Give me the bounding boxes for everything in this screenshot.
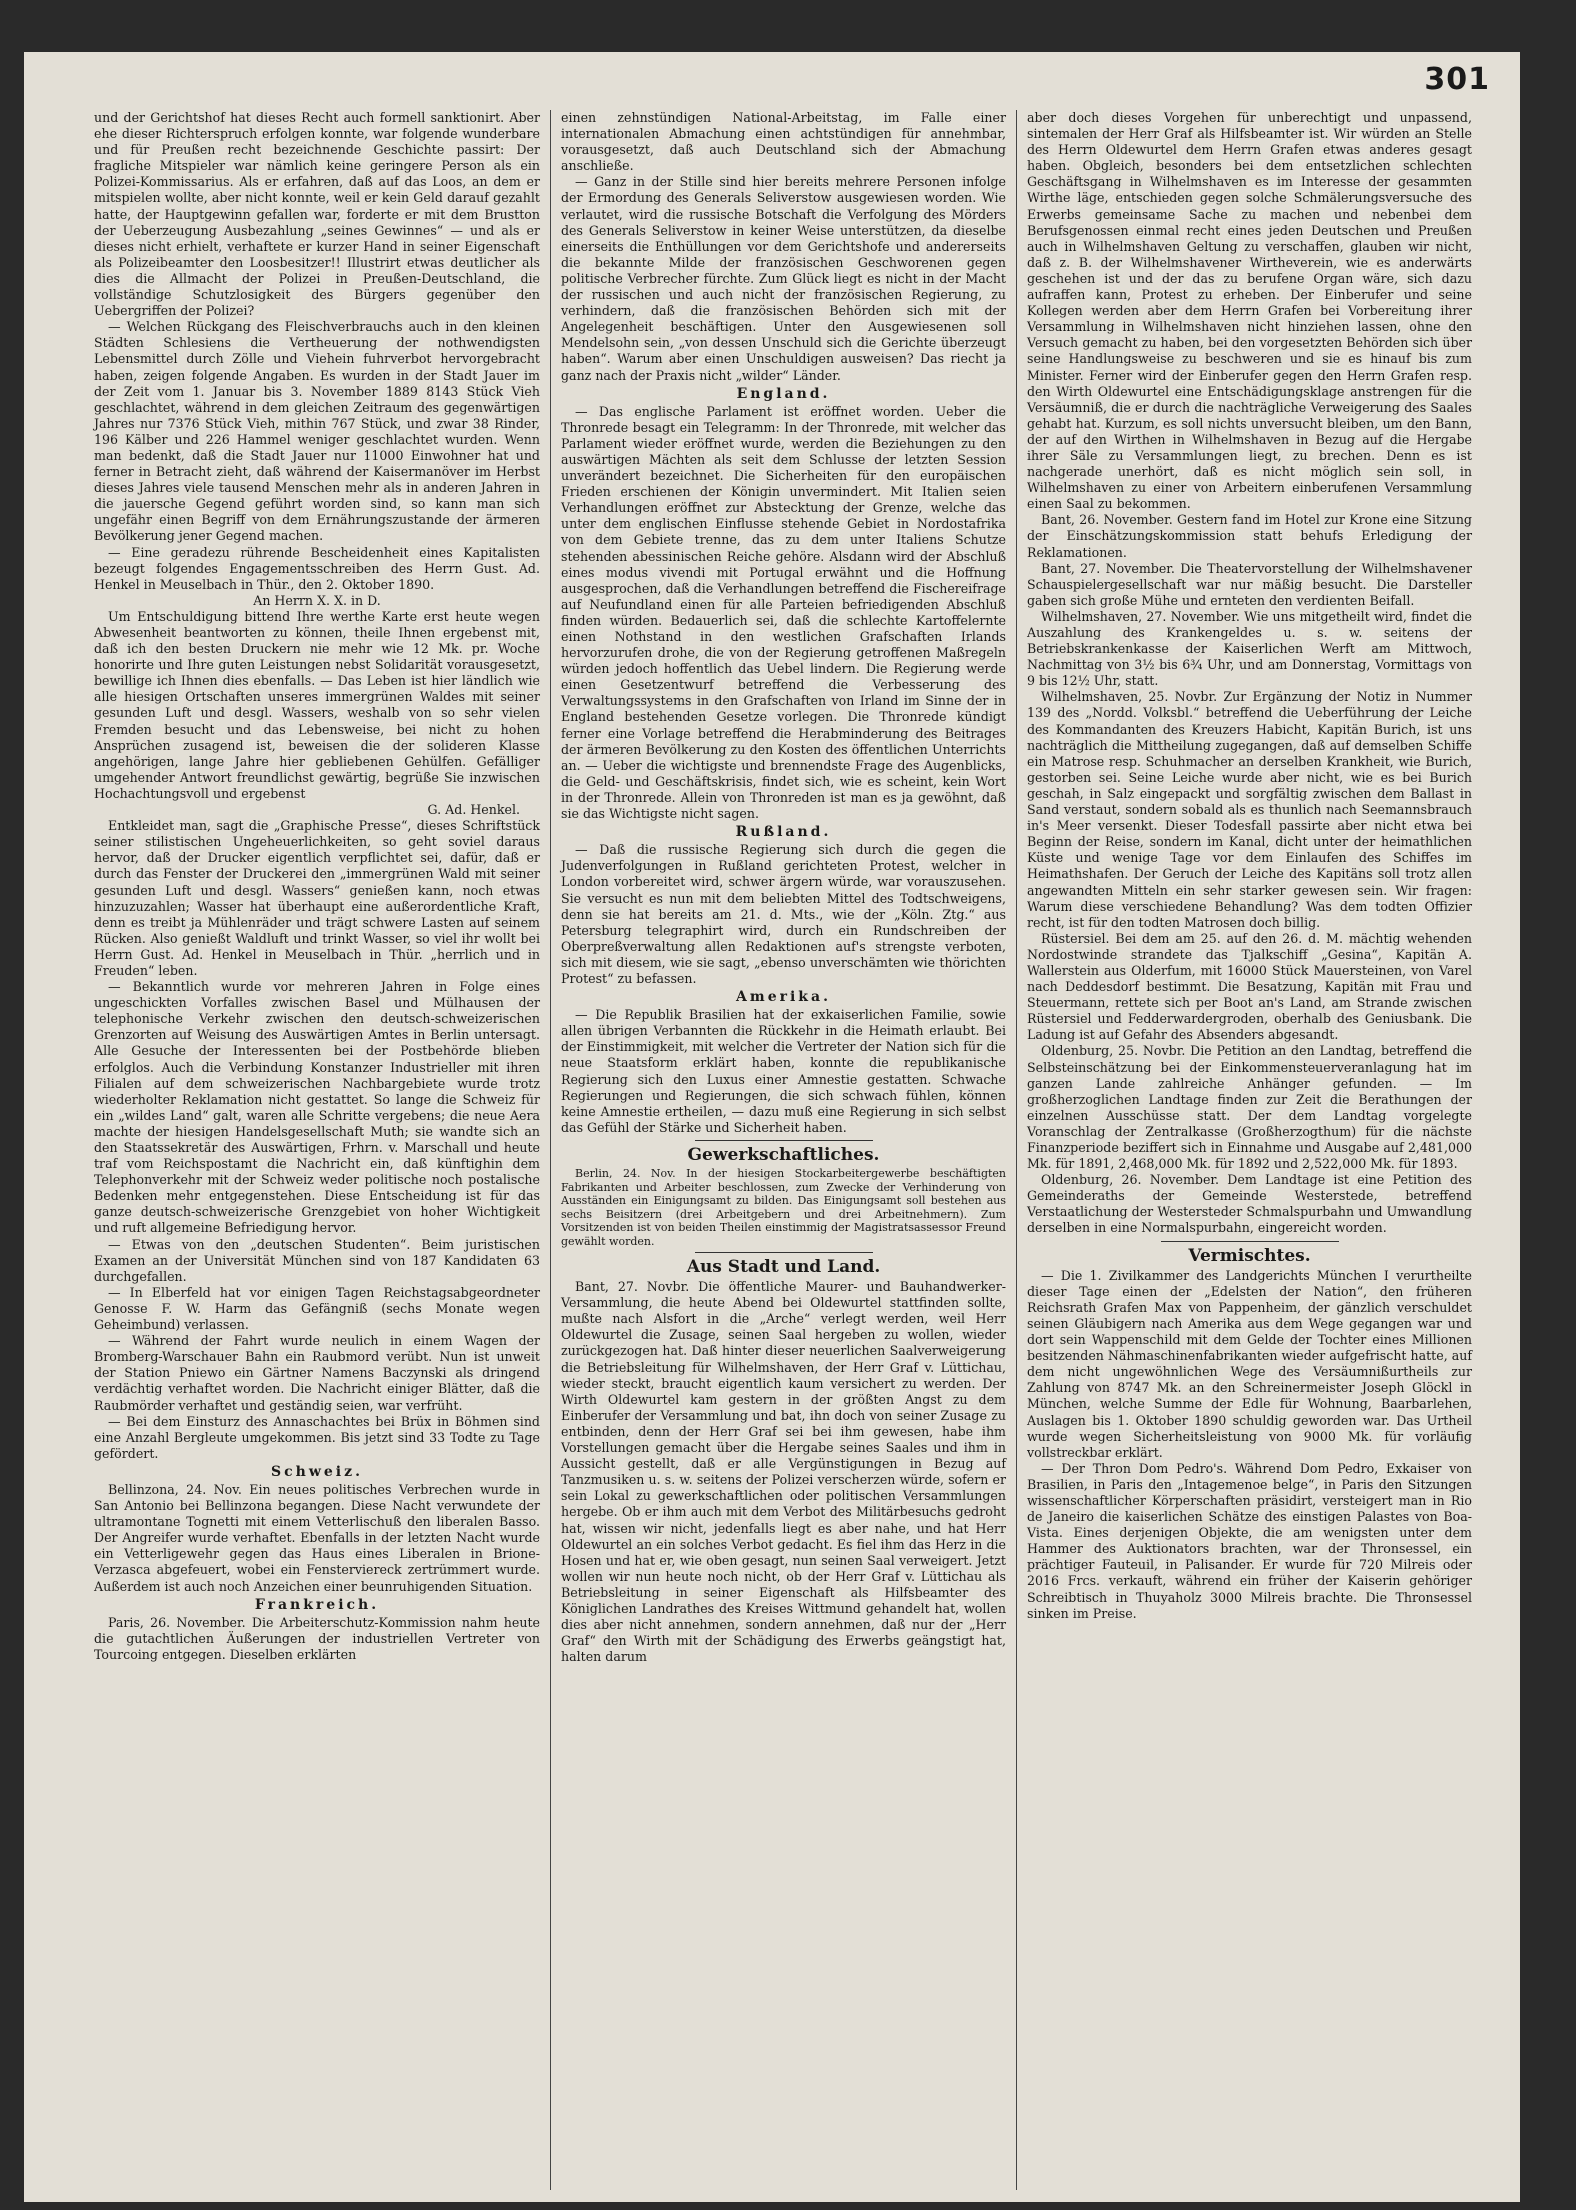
column-3 — [1016, 110, 1482, 2190]
article-paragraph: Bant, 27. Novbr. Die öffentliche Maurer- und Bauhandwerker-Versammlung, die heute Abend bei Oldewurtel stattfinden sollte, mußte nach Alsfort in die „Arche“ verlegt werden, weil Herr Oldewurtel die Zusage, seinen Saal hergeben zu wollen, wieder zurückgezogen hat. Daß hinter dieser neuerlichen Saalverweigerung die Betriebsleitung für Wilhelmshaven, der Herr Graf v. Lüttichau, wieder steckt, braucht eigentlich kaum versichert zu werden. Der Wirth Oldewurtel kam gestern in der größten Angst zu dem Einberufer der Versammlung und bat, ihn doch von seiner Zusage zu entbinden, denn der Herr Graf sei bei ihm gewesen, habe ihm Vorstellungen gemacht über die Hergabe seines Saales und ihm in Aussicht gestellt, daß er alle Vergünstigungen in Bezug auf Tanzmusiken u. s. w. seitens der Polizei verscherzen würde, sofern er sein Lokal zu gewerkschaftlichen oder politischen Versammlungen hergebe. Ob er ihm auch mit dem Verbot des Militärbesuchs gedroht hat, wissen wir nicht, jedenfalls liegt es aber nahe, und hat Herr Oldewurtel an ein solches Verbot gedacht. Es fiel ihm das Herz in die Hosen und hat er, wie oben gesagt, nun seinen Saal verweigert. Jetzt wollen wir nun heute noch nicht, ob der Herr Graf v. Lüttichau als Betriebsleitung in seiner Eigenschaft als Hilfsbeamter des Königlichen Landrathes des Kreises Wittmund gehandelt hat, wollen dies aber nicht annehmen, sondern annehmen, daß nur der „Herr Graf“ den Wirth mit der Schädigung des Erwerbs geängstigt hat, halten darum — [561, 1279, 1006, 1665]
divider — [695, 1140, 873, 1141]
article-paragraph: Paris, 26. November. Die Arbeiterschutz-Kommission nahm heute die gutachtlichen Äußerungen der industriellen Vertreter von Tourcoing entgegen. Dieselben erklärten — [94, 1614, 540, 1662]
article-columns — [84, 110, 1484, 2190]
article-paragraph: Bant, 26. November. Gestern fand im Hotel zur Krone eine Sitzung der Einschätzungskommission statt behufs Erledigung der Reklamationen. — [1027, 512, 1472, 560]
article-paragraph: Um Entschuldigung bittend Ihre werthe Karte erst heute wegen Abwesenheit beantworten zu können, theile Ihnen ergebenst mit, daß ich den besten Druckern nie mehr wie 12 Mk. pr. Woche honorirte und Ihre guten Leistungen nebst Solidarität vorausgesetzt, bewillige ich Ihnen dies ebenfalls. — Das Leben ist hier ländlich wie alle hiesigen Ortschaften unseres immergrünen Waldes mit seiner gesunden Luft und desgl. Wassers, weshalb von so sehr vielen Fremden besucht und das Lebensweise, bei nicht zu hohen Ansprüchen zusagend ist, beweisen die der soliderеn Klasse angehörigen, lange Jahre hier gebliebenen Gehülfen. Gefälliger umgehender Antwort freundlichst gewärtig, begrüße Sie inzwischen Hochachtungsvoll und ergebenst — [94, 608, 540, 801]
section-heading-frankreich: Frankreich. — [254, 1596, 380, 1613]
article-paragraph: Oldenburg, 26. November. Dem Landtage ist eine Petition des Gemeinderaths der Gemeinde Westerstede, betreffend Verstaatlichung der Westersteder Schmalspurbahn und Umwandlung derselben in eine Normalspurbahn, eingereicht worden. — [1027, 1172, 1472, 1236]
article-paragraph: Wilhelmshaven, 27. November. Wie uns mitgetheilt wird, findet die Auszahlung des Krankengeldes u. s. w. seitens der Betriebskrankenkasse der Kaiserlichen Werft am Mittwoch, Nachmittag von 3½ bis 6¾ Uhr, und am Donnerstag, Vormittags von 9 bis 12½ Uhr, statt. — [1027, 608, 1472, 689]
section-heading-england: England. — [736, 385, 831, 402]
article-paragraph: Rüstersiel. Bei dem am 25. auf den 26. d. M. mächtig wehenden Nordostwinde strandete das Tjalkschiff „Gesina“, Kapitän A. Wallerstein aus Olderfum, mit 16000 Stück Mauersteinen, von Varel nach Deddesdorf bestimmt. Die Besatzung, Kapitän mit Frau und Steuermann, rettete sich per Boot an's Land, am Strande zwischen Rüstersiel und Fedderwardergroden, oberhalb des Geniusbank. Die Ladung ist auf Gefahr des Absenders abgesandt. — [1027, 930, 1472, 1043]
article-paragraph: — Ganz in der Stille sind hier bereits mehrere Personen infolge der Ermordung des Generals Seliverstow ausgewiesen worden. Wie verlautet, wird die russische Botschaft die Verfolgung des Mörders des Generals Seliverstow in keiner Weise unterstützen, da dieselbe einerseits die Enthüllungen vor dem Gerichtshofe und andererseits die bekannte Milde der französischen Geschworenen gegen politische Verbrecher fürchte. Zum Glück liegt es nicht in der Macht der russischen und auch nicht der französischen Regierung, zu verhindern, daß die französischen Behörden sich mit der Angelegenheit beschäftigen. Unter den Ausgewiesenen soll Mendelsohn sein, „von dessen Unschuld sich die Gerichte überzeugt haben“. Warum aber einen Unschuldigen ausweisen? Das riecht ja ganz nach der Praxis nicht „wilder“ Länder. — [561, 174, 1006, 383]
section-heading-schweiz: Schweiz. — [271, 1463, 363, 1480]
section-heading-vermischtes: Vermischtes. — [1188, 1245, 1311, 1266]
article-paragraph: — Das englische Parlament ist eröffnet worden. Ueber die Thronrede besagt ein Telegramm: In der Thronrede, mit welcher das Parlament wieder eröffnet wurde, werden die Beziehungen zu den auswärtigen Mächten als seit dem Schlusse der letzten Session unverändert bezeichnet. Die Sicherheiten für den europäischen Frieden erschienen der Königin unvermindert. Mit Italien seien Verhandlungen eröffnet zur Abstecktung der Grenze, welche das unter dem englischen Einflusse stehende Gebiet in Nordostafrika von dem Gebiete trenne, das zu dem unter Italiens Schutze stehenden abessinischen Reiche gehöre. Alsdann wird der Abschluß eines modus vivendi mit Portugal erwähnt und die Hoffnung ausgesprochen, daß die Verhandlungen betreffend die Fischereifrage auf Neufundland einen für alle Parteien befriedigenden Abschluß finden würden. Bedauerlich sei, daß die schlechte Kartoffelernte einen Nothstand in den westlichen Grafschaften Irlands hervorzurufen drohe, die von der Regierung getroffenen Maßregeln würden jedoch hoffentlich das Uebel lindern. Die Regierung werde einen Gesetzentwurf betreffend die Verbesserung des Verwaltungssystems in den Grafschaften von Irland im Sinne der in England bestehenden Gesetze vorlegen. Die Thronrede kündigt ferner eine Vorlage betreffend die Herabminderung des Beitrages der ärmeren Bevölkerung zu den Kosten des öffentlichen Unterrichts an. — Ueber die wichtigste und brennendste Frage des Augenblicks, die Geld- und Geschäftskrisis, findet sich, wie es scheint, kein Wort in der Thronrede. Allein von Thronreden ist man es ja gewöhnt, daß sie das Wichtigste nicht sagen. — [561, 403, 1006, 822]
article-paragraph: — Etwas von den „deutschen Studenten“. Beim juristischen Examen an der Universität München sind von 187 Kandidaten 63 durchgefallen. — [94, 1236, 540, 1284]
article-paragraph: Bant, 27. November. Die Theatervorstellung der Wilhelmshavener Schauspielergesellschaft war nur mäßig besucht. Die Darsteller gaben sich große Mühe und ernteten den verdienten Beifall. — [1027, 560, 1472, 608]
article-paragraph: — Welchen Rückgang des Fleischverbrauchs auch in den kleinen Städten Schlesiens die Vertheuerung der nothwendigsten Lebensmittel durch Zölle und Viehein fuhrverbot hervorgebracht haben, zeigen folgende Angaben. Es wurden in der Stadt Jauer im der Zeit vom 1. Januar bis 3. November 1889 8143 Stück Vieh geschlachtet, während in dem gleichen Zeitraum des gegenwärtigen Jahres nur 7376 Stück Vieh, mithin 767 Stück, und zwar 38 Rinder, 196 Kälber und 226 Hammel weniger geschlachtet wurden. Wenn man bedenkt, daß die Stadt Jauer nur 11000 Einwohner hat und ferner in Betracht zieht, daß während der Kaisermanöver im Herbst dieses Jahres viele tausend Menschen mehr als in anderen Jahren in die jauersche Gegend geführt worden sind, so kann man sich ungefähr einen Begriff von dem Ernährungszustande der ärmeren Bevölkerung jener Gegend machen. — [94, 319, 540, 544]
article-paragraph: Oldenburg, 25. Novbr. Die Petition an den Landtag, betreffend die Selbsteinschätzung bei der Einkommensteuerveranlagung hat im ganzen Lande zahlreiche Anhänger gefunden. — Im großherzoglichen Landtage finden zur Zeit die Berathungen der einzelnen Ausschüsse statt. Der dem Landtag vorgelegte Voranschlag der Zentralkasse (Großherzogthum) für die nächste Finanzperiode beziffert sich in Einnahme und Ausgabe auf 2,481,000 Mk. für 1891, 2,468,000 Mk. für 1892 und 2,522,000 Mk. für 1893. — [1027, 1043, 1472, 1172]
article-paragraph: einen zehnstündigen National-Arbeitstag, im Falle einer internationalen Abmachung einen achtstündigen für annehmbar, vorausgesetzt, daß auch Deutschland sich der Abmachung anschließe. — [561, 110, 1006, 174]
article-paragraph: — Eine geradezu rührende Bescheidenheit eines Kapitalisten bezeugt folgendes Engagementsschreiben des Herrn Gust. Ad. Henkel in Meuselbach in Thür., den 2. Oktober 1890. — [94, 544, 540, 592]
article-paragraph: — Der Thron Dom Pedro's. Während Dom Pedro, Exkaiser von Brasilien, in Paris den „Intagemenoe belge“, in Paris den Sitzungen wissenschaftlicher Körperschaften präsidirt, versteigert man in Rio de Janeiro die kaiserlichen Schätze des einstigen Palastes von Boa-Vista. Eines derjenigen Objekte, die am wenigsten unter dem Hammer des Auktionators brachten, war der Thronsessel, ein prächtiger Fauteuil, in Palisander. Er wurde für 720 Milreis oder 2016 Frcs. verkauft, während ein früher der Kaiserin gehöriger Schreibtisch in Thuyaholz 3000 Milreis brachte. Die Thronsessel sinken im Preise. — [1027, 1460, 1472, 1621]
page-number: 301 — [1424, 62, 1490, 97]
section-heading-amerika: Amerika. — [736, 989, 831, 1006]
article-paragraph: Berlin, 24. Nov. In der hiesigen Stockarbeitergewerbe beschäftigten Fabrikanten und Arbeiter beschlossen, zum Zwecke der Verhinderung von Ausständen ein Einigungsamt zu bilden. Das Einigungsamt soll bestehen aus sechs Beisitzern (drei Arbeitgebern und drei Arbeitnehmern). Zum Vorsitzenden ist von beiden Theilen einstimmig der Magistratsassessor Freund gewählt worden. — [561, 1167, 1006, 1248]
article-paragraph: Wilhelmshaven, 25. Novbr. Zur Ergänzung der Notiz in Nummer 139 des „Nordd. Volksbl.“ betreffend die Ueberführung der Leiche des Kommandanten des Kreuzers Habicht, Kapitän Burich, ist uns nachträglich die Mittheilung zugegangen, daß auf demselben Schiffe ein Matrose resp. Schuhmacher an derselben Krankheit, wie Burich, gestorben sei. Seine Leiche wurde aber nicht, wie es bei Burich geschah, in Salz eingepackt und sorgfältig zwischen dem Ballast in Sand verstaut, sondern sobald als es thunlich nach Seemannsbrauch in's Meer versenkt. Dieser Todesfall passirte aber nicht etwa bei Beginn der Reise, sondern im Kanal, dicht unter der heimathlichen Küste und wenige Tage vor dem Einlaufen des Schiffes im Heimathshafen. Der Geruch der Leiche des Kapitäns soll trotz allen angewandten Mitteln ein sehr starker gewesen sein. Wir fragen: Warum diese verschiedene Behandlung? Was dem todten Offizier recht, ist für den todten Matrosen doch billig. — [1027, 689, 1472, 930]
article-paragraph: Bellinzona, 24. Nov. Ein neues politisches Verbrechen wurde in San Antonio bei Bellinzona begangen. Diese Nacht verwundete der ultramontane Tognetti mit einem Vetterlischuß den liberalen Basso. Der Angreifer wurde verhaftet. Ebenfalls in der letzten Nacht wurde ein Vetterligewehr gegen das Haus eines Liberalen in Brione-Verzasca abgefeuert, wobei ein Fensterviereck zertrümmert wurde. Außerdem ist auch noch Anzeichen einer beunruhigenden Situation. — [94, 1481, 540, 1594]
article-paragraph: — Während der Fahrt wurde neulich in einem Wagen der Bromberg-Warschauer Bahn ein Raubmord verübt. Nun ist unweit der Station Pniewo ein Gärtner Namens Baczynski als dringend verdächtig verhaftet worden. Die Nachricht einiger Blätter, daß die Raubmörder verhaftet und geständig seien, war verfrüht. — [94, 1333, 540, 1413]
article-paragraph: aber doch dieses Vorgehen für unberechtigt und unpassend, sintemalen der Herr Graf als Hilfsbeamter ist. Wir würden an Stelle des Herrn Oldewurtel dem Herrn Grafen etwas anderes gesagt haben. Obgleich, besonders bei dem entsetzlichen schlechten Geschäftsgang in Wilhelmshaven es im Interesse der gesammten Wirthe läge, entschieden gegen solche Schmälerungsversuche des Erwerbs gemeinsame Sache zu machen und nebenbei dem Berufsgenossen einmal recht eines jeden Deutschen und Preußen auch in Wilhelmshaven Geltung zu verschaffen, glauben wir nicht, daß z. B. der Wilhelmshavener Wirtheverein, wie es anderwärts geschehen ist und der das zu berufene Organ wäre, sich dazu aufraffen kann, Protest zu erheben. Der Einberufer und seine Kollegen werden aber dem Herrn Grafen bei Vorbereitung ihrer Versammlung in Wilhelmshaven nicht hinziehen lassen, ohne den Versuch gemacht zu haben, bei den vorgesetzten Behörden sich über seine Handlungsweise zu beschweren und sie es hinauf bis zum Minister. Ferner wird der Einberufer gegen den Herrn Grafen resp. den Wirth Oldewurtel eine Entschädigungsklage anstrengen für die Versäumniß, die er durch die nachträgliche Verweigerung des Saales gehabt hat. Kurzum, es soll nichts unversucht bleiben, um den Bann, der auf den Wirthen in Wilhelmshaven in Bezug auf die Hergabe ihrer Säle zu Versammlungen liegt, zu brechen. Denn es ist nachgerade unerhört, daß es nicht möglich sein soll, in Wilhelmshaven zu einer von Arbeitern einberufenen Versammlung einen Saal zu bekommen. — [1027, 110, 1472, 512]
article-paragraph: Entkleidet man, sagt die „Graphische Presse“, dieses Schriftstück seiner stilistischen Ungeheuerlichkeiten, so geht soviel daraus hervor, daß der Drucker eigentlich verpflichtet sei, dafür, daß er durch das Fenster der Druckerei den „immergrünen Wald mit seiner gesunden Luft und desgl. Wassers“ genießen kann, noch etwas hinzuzuzahlen; Wasser hat überhaupt eine außerordentliche Kraft, denn es treibt ja Mühlenräder und trägt schwere Lasten auf seinem Rücken. Also genießt Waldluft und trinkt Wasser, so viel ihr wollt bei Herrn Gust. Ad. Henkel in Meuselbach in Thür. „herrlich und in Freuden“ leben. — [94, 818, 540, 978]
section-heading-gewerkschaftliches: Gewerkschaftliches. — [687, 1144, 880, 1165]
divider — [1161, 1241, 1339, 1242]
section-heading-stadt-und-land: Aus Stadt und Land. — [686, 1257, 881, 1277]
divider — [695, 1252, 873, 1253]
letter-signature: G. Ad. Henkel. — [427, 802, 520, 818]
article-paragraph: und der Gerichtshof hat dieses Recht auch formell sanktionirt. Aber ehe dieser Richterspruch erfolgen konnte, war folgende wunderbare und für Preußen recht bezeichnende Geschichte passirt: Der fragliche Mitspieler war nämlich keine geringere Person als ein Polizei-Kommissarius. Als er erfahren, daß auf das Loos, an dem er mitspielen wollte, aber nicht konnte, weil er kein Geld darauf gezahlt hatte, der Hauptgewinn gefallen war, forderte er mit dem Brustton der Ueberzeugung Ausbezahlung „seines Gewinnes“ — und als er dieses nicht erhielt, verhaftete er kurzer Hand in seiner Eigenschaft als Polizeibeamter den Loosbesitzer!! Illustrirt etwas deutlicher als dies die Allmacht der Polizei in Preußen-Deutschland, die vollständige Schutzlosigkeit des Bürgers gegenüber den Uebergriffen der Polizei? — [94, 110, 540, 319]
column-1 — [84, 110, 550, 2190]
newspaper-page — [24, 52, 1520, 2202]
article-paragraph: — Bekanntlich wurde vor mehreren Jahren in Folge eines ungeschickten Vorfalles zwischen Basel und Mülhausen der telephonische Verkehr zwischen den deutsch-schweizerischen Grenzorten auf Weisung des Auswärtigen Amtes in Berlin untersagt. Alle Gesuche der Interessenten bei der Postbehörde blieben erfolglos. Auch die Verbindung Konstanzer Industrieller mit ihren Filialen auf dem schweizerischen Nachbargebiete wurde trotz wiederholter Reklamation nicht gestattet. So lange die Schweiz für ein „wildes Land“ galt, waren alle Schritte vergebens; die neue Aera machte der hiesigen Handelsgesellschaft Muth; sie wandte sich an den Staatssekretär des Auswärtigen, Frhrn. v. Marschall und heute traf vom Reichspostamt die Nachricht ein, daß künftighin dem Telephonverkehr mit der Schweiz weder politische noch postalische Bedenken mehr entgegenstehen. Diese Entscheidung ist für das ganze deutsch-schweizerische Grenzgebiet von hoher Wichtigkeit und ruft allgemeine Befriedigung hervor. — [94, 979, 540, 1236]
letter-salutation: An Herrn X. X. in D. — [253, 592, 381, 608]
article-paragraph: — Daß die russische Regierung sich durch die gegen die Judenverfolgungen in Rußland gerichteten Protest, welcher in London vorbereitet wird, schwer ärgern würde, war vorauszusehen. Sie versucht es nun mit dem beliebten Mittel des Todtschweigens, denn sie hat bereits am 21. d. Mts., wie der „Köln. Ztg.“ aus Petersburg telegraphirt wird, durch ein Rundschreiben der Oberpreßverwaltung allen Redaktionen auf's strengste verboten, sich mit diesem, wie sie sagt, „ebenso unverschämten wie thörichten Protest“ zu befassen. — [561, 842, 1006, 986]
article-paragraph: — In Elberfeld hat vor einigen Tagen Reichstagsabgeordneter Genosse F. W. Harm das Gefängniß (sechs Monate wegen Geheimbund) verlassen. — [94, 1284, 540, 1333]
column-2 — [550, 110, 1016, 2190]
article-paragraph: — Die 1. Zivilkammer des Landgerichts München I verurtheilte dieser Tage einen der „Edelsten der Nation“, den früheren Reichsrath Grafen Max von Pappenheim, der gänzlich verschuldet seinen Gläubigern nach Amerika aus dem Wege gegangen war und dort sein Wappenschild mit dem Gelde der Tochter eines Millionen besitzenden Nähmaschinenfabrikanten wieder aufgefrischt hatte, auf dem nicht ungewöhnlichen Wege des Versäumnißurtheils zur Zahlung von 8747 Mk. an den Schreinermeister Joseph Glöckl in München, welche Summe der Edle für Wohnung, Baarbarlehen, Auslagen bis 1. Oktober 1890 schuldig geworden war. Das Urtheil wurde wegen Sicherheitsleistung von 9000 Mk. für vorläufig vollstreckbar erklärt. — [1027, 1267, 1472, 1460]
article-paragraph: — Bei dem Einsturz des Annaschachtes bei Brüx in Böhmen sind eine Anzahl Bergleute umgekommen. Bis jetzt sind 33 Todte zu Tage gefördert. — [94, 1413, 540, 1461]
article-paragraph: — Die Republik Brasilien hat der exkaiserlichen Familie, sowie allen übrigen Verbannten die Rückkehr in die Heimath erlaubt. Bei der Einstimmigkeit, mit welcher die Vertreter der Nation sich für die neue Staatsform erklärt haben, konnte die republikanische Regierung sich den Luxus einer Amnestie gestatten. Schwache Regierungen und Regierungen, die sich schwach fühlen, können keine Amnestie ertheilen, — dazu muß eine Regierung in sich selbst das Gefühl der Stärke und Sicherheit haben. — [561, 1007, 1006, 1135]
section-heading-russland: Rußland. — [735, 824, 832, 841]
